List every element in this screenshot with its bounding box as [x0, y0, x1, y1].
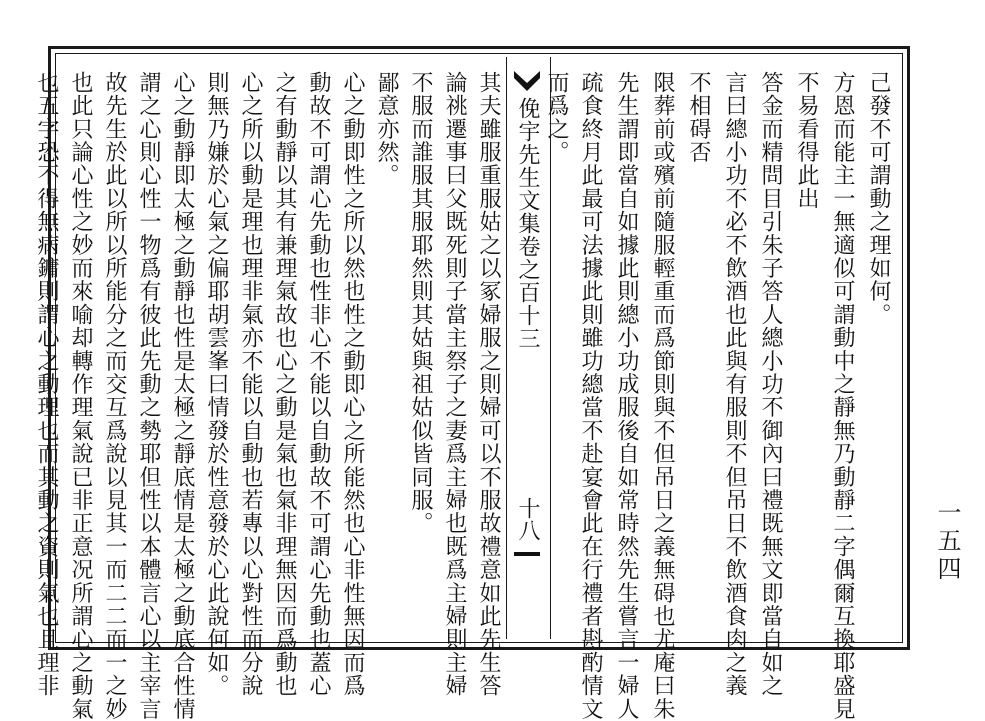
text-column-12: 論祧遷事曰父既死則子當主祭子之妻爲主婦也既爲主婦則主婦	[442, 71, 467, 698]
page-frame	[34, 46, 910, 721]
text-column-2: 方恩而能主一無適似可謂動中之靜無乃動靜二字偶爾互換耶盛見	[830, 71, 855, 721]
text-column-1: 己發不可謂動之理如何。	[866, 71, 891, 327]
text-column-11: 其夫雖服重服姑之以冢婦服之則婦可以不服故禮意如此先生答	[476, 71, 501, 698]
text-column-5: 言曰總小功不必不飲酒也此與有服則不但吊日不飲酒食肉之義	[722, 71, 747, 698]
text-column-22: 故先生於此以所以所能分之而交互爲說以見其一而二二而一之妙	[102, 71, 127, 721]
text-column-23: 也此只論心性之妙而來喻却轉作理氣說已非正意况所謂心之動氣	[68, 71, 93, 721]
text-column-18: 心之所以動是理也理非氣亦不能以自動也若專以心對性而分說	[238, 71, 263, 698]
text-column-6: 不相碍否	[686, 71, 711, 164]
text-column-8: 先生謂即當自如據此則總小功成服後自如常時然先生嘗言一婦人	[614, 71, 639, 721]
leaf-marker-bar	[514, 552, 540, 556]
center-divider-right	[550, 57, 551, 639]
text-column-4: 答金而精問目引朱子答人總小功不御內曰禮既無文即當自如之	[758, 71, 783, 698]
center-band	[506, 57, 550, 643]
text-column-3: 不易看得此出	[794, 71, 819, 211]
text-column-10: 而爲之。	[544, 71, 569, 164]
text-column-9: 疏食終月此最可法據此則雖功總當不赴宴會此在行禮者斟酌情文	[578, 71, 603, 721]
text-column-19: 則無乃嫌於心氣之偏耶胡雲峯曰情發於性意發於心此說何如。	[204, 71, 229, 698]
text-column-13: 不服而誰服其服耶然則其姑與祖姑似皆同服。	[408, 71, 433, 535]
text-column-20: 心之動靜即太極之動靜也性是太極之靜底情是太極之動底合性情	[170, 71, 195, 721]
book-title: 俛宇先生文集卷之百十三	[515, 97, 540, 350]
leaf-number: 十八	[515, 497, 540, 541]
text-column-7: 限葬前或殯前隨服輕重而爲節則與不但吊日之義無碍也尤庵曰朱	[650, 71, 675, 721]
fish-tail-ornament-icon	[514, 71, 540, 91]
text-column-17: 之有動靜以其有兼理氣故也心之動是氣也氣非理無因而爲動也	[272, 71, 297, 698]
text-column-14: 鄙意亦然。	[374, 71, 399, 187]
page-number: 一五四	[933, 500, 961, 584]
text-column-16: 動故不可謂心先動也性非心不能以自動故不可謂心先動也蓋心	[306, 71, 331, 698]
text-column-24: 也五字恐不得無病鏞則謂心之動理也而其動之資則氣也且理非	[34, 71, 59, 698]
text-column-15: 心之動即性之所以然也性之動即心之所能然也心非性無因而爲	[340, 71, 365, 698]
text-column-21: 謂之心則心性一物爲有彼此先動之勢耶但性以本體言心以主宰言	[136, 71, 161, 721]
